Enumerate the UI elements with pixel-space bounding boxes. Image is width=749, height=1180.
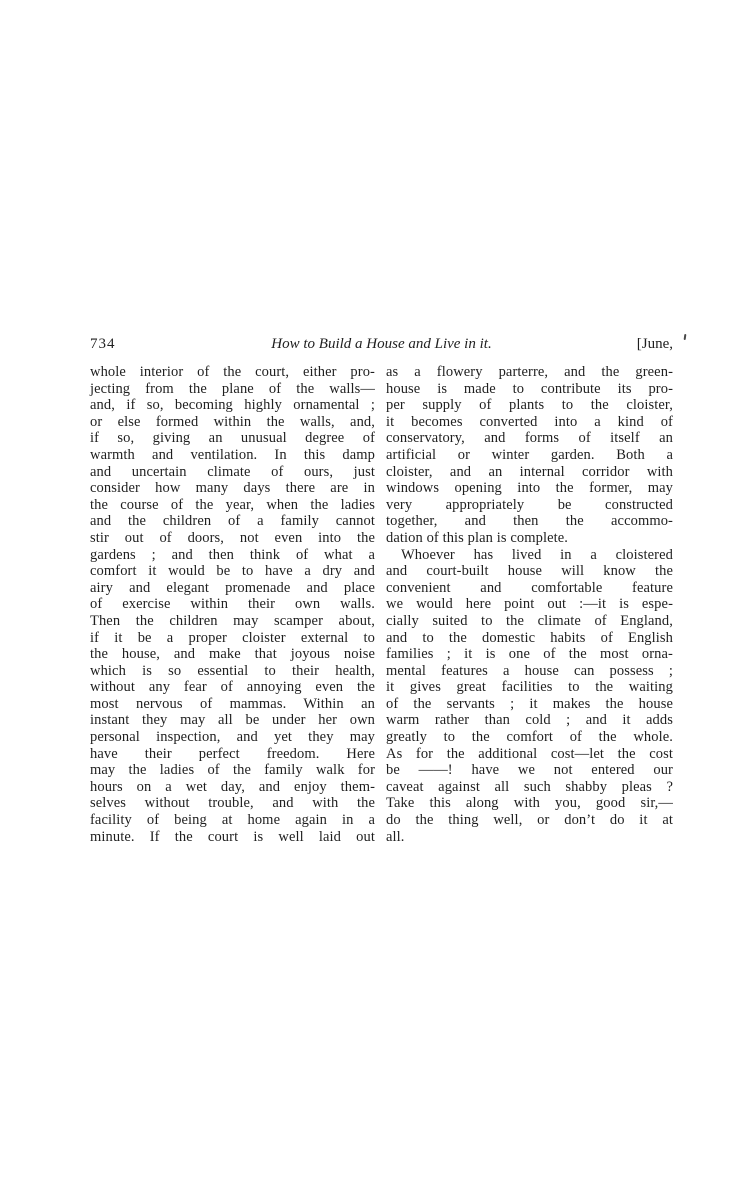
text-line: which is so essential to their health, [90, 662, 375, 679]
text-line: selves without trouble, and with the [90, 795, 375, 812]
text-line: Take this along with you, good sir,— [386, 795, 673, 812]
text-line: together, and then the accommo- [386, 513, 673, 530]
text-line: instant they may all be under her own [90, 712, 375, 729]
text-line: comfort it would be to have a dry and [90, 563, 375, 580]
text-line: mental features a house can possess ; [386, 662, 673, 679]
text-line: cloister, and an internal corridor with [386, 463, 673, 480]
text-line: gardens ; and then think of what a [90, 546, 375, 563]
text-line: it becomes converted into a kind of [386, 413, 673, 430]
text-line: may the ladies of the family walk for [90, 762, 375, 779]
running-title: How to Build a House and Live in it. [271, 336, 492, 352]
text-line: and to the domestic habits of English [386, 629, 673, 646]
text-line: without any fear of annoying even the [90, 679, 375, 696]
text-line: be ——! have we not entered our [386, 762, 673, 779]
running-header [90, 335, 673, 353]
text-line: we would here point out :—it is espe- [386, 596, 673, 613]
text-block [90, 335, 673, 845]
text-line: and uncertain climate of ours, just [90, 463, 375, 480]
text-line: if it be a proper cloister external to [90, 629, 375, 646]
column-right [386, 364, 673, 845]
text-line: conservatory, and forms of itself an [386, 430, 673, 447]
text-line: families ; it is one of the most orna- [386, 646, 673, 663]
text-line: of exercise within their own walls. [90, 596, 375, 613]
text-line: the course of the year, when the ladies [90, 496, 375, 513]
text-line: per supply of plants to the cloister, [386, 397, 673, 414]
text-line: all. [386, 828, 405, 845]
text-line: and the children of a family cannot [90, 513, 375, 530]
text-line: warmth and ventilation. In this damp [90, 446, 375, 463]
text-line: it gives great facilities to the waiting [386, 679, 673, 696]
text-line: have their perfect freedom. Here [90, 745, 375, 762]
text-line: hours on a wet day, and enjoy them- [90, 778, 375, 795]
two-column-body [90, 364, 673, 845]
text-line: and, if so, becoming highly ornamental ; [90, 397, 375, 414]
text-line: Whoever has lived in a cloistered [401, 546, 673, 563]
text-line: whole interior of the court, either pro- [90, 364, 375, 380]
text-line: personal inspection, and yet they may [90, 729, 375, 746]
text-line: windows opening into the former, may [386, 480, 673, 497]
text-line: as a flowery parterre, and the green- [386, 364, 673, 380]
scan-artifact [684, 334, 687, 340]
text-line: house is made to contribute its pro- [386, 380, 673, 397]
text-line: do the thing well, or don’t do it at [386, 812, 673, 829]
page-number: 734 [90, 336, 116, 352]
text-line: stir out of doors, not even into the [90, 529, 375, 546]
text-line: dation of this plan is complete. [386, 529, 568, 546]
issue-date: [June, [636, 336, 673, 352]
text-line: jecting from the plane of the walls— [90, 380, 375, 397]
text-line: very appropriately be constructed [386, 496, 673, 513]
text-line: if so, giving an unusual degree of [90, 430, 375, 447]
text-line: and court-built house will know the [386, 563, 673, 580]
text-line: caveat against all such shabby pleas ? [386, 778, 673, 795]
text-line: minute. If the court is well laid out [90, 828, 375, 845]
text-line: warm rather than cold ; and it adds [386, 712, 673, 729]
column-left [90, 364, 375, 845]
text-line: the house, and make that joyous noise [90, 646, 375, 663]
text-line: greatly to the comfort of the whole. [386, 729, 673, 746]
text-line: most nervous of mammas. Within an [90, 695, 375, 712]
text-line: facility of being at home again in a [90, 812, 375, 829]
text-line: cially suited to the climate of England, [386, 612, 673, 629]
text-line: As for the additional cost—let the cost [386, 745, 673, 762]
text-line: artificial or winter garden. Both a [386, 446, 673, 463]
text-line: Then the children may scamper about, [90, 612, 375, 629]
text-line: airy and elegant promenade and place [90, 579, 375, 596]
text-line: of the servants ; it makes the house [386, 695, 673, 712]
text-line: convenient and comfortable feature [386, 579, 673, 596]
text-line: consider how many days there are in [90, 480, 375, 497]
text-line: or else formed within the walls, and, [90, 413, 375, 430]
